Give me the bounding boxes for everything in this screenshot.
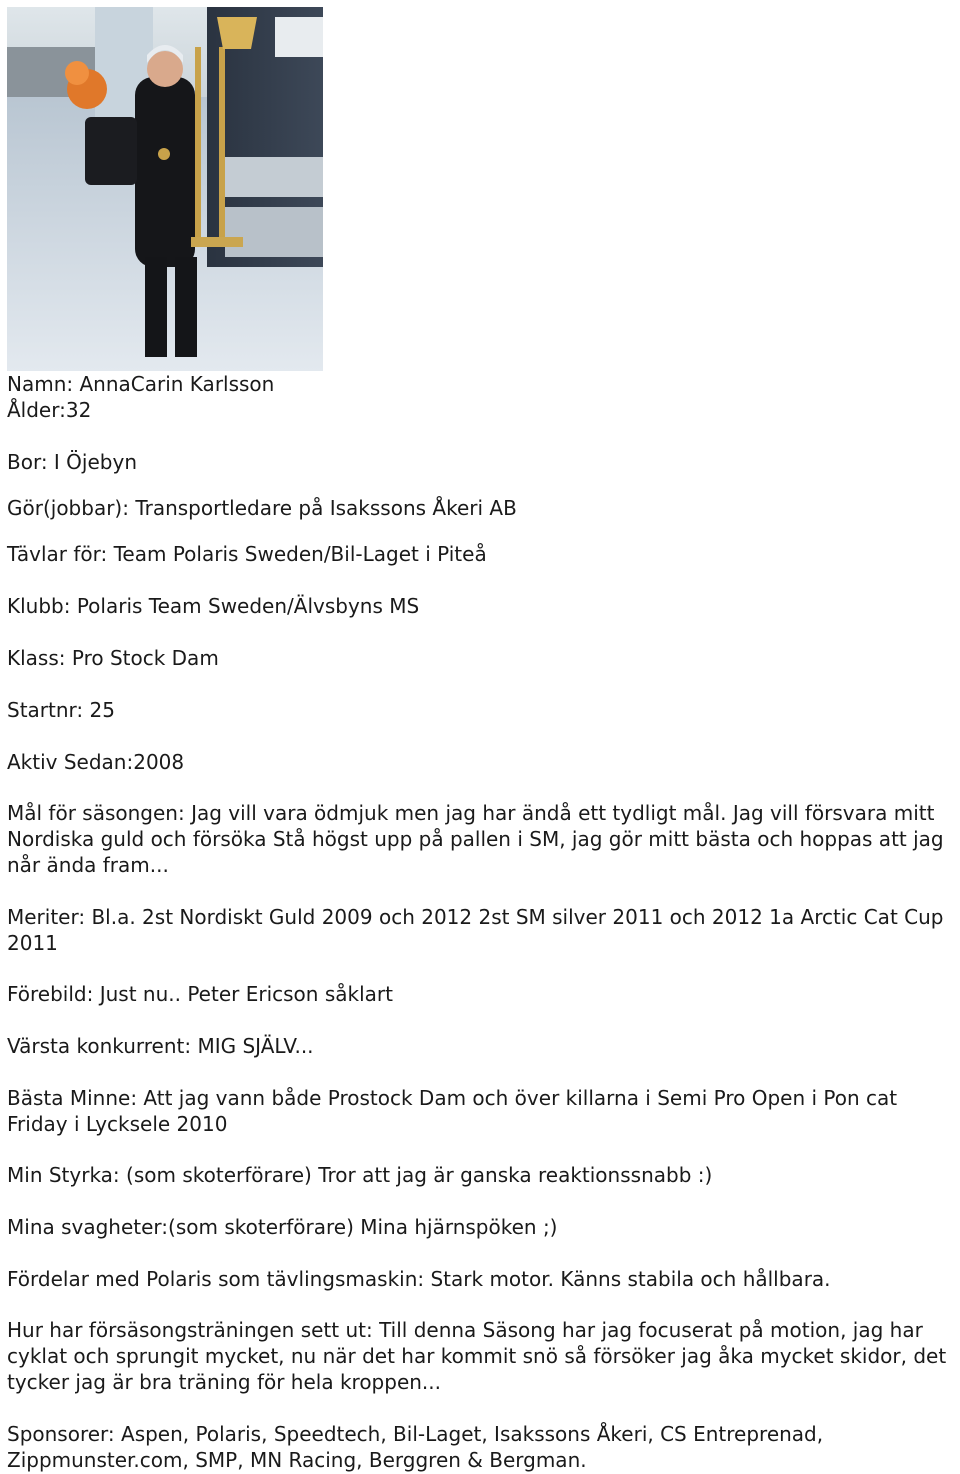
team-line: Tävlar för: Team Polaris Sweden/Bil-Laget i Piteå bbox=[7, 542, 487, 566]
season-goal-paragraph: Mål för säsongen: Jag vill vara ödmjuk men jag har ändå ett tydligt mål. Jag vill försvara mitt Nordiska guld och försöka Stå högst upp på pallen i SM, jag gör mitt bästa och hoppas att jag når ända fram... bbox=[7, 801, 944, 877]
club-line: Klubb: Polaris Team Sweden/Älvsbyns MS bbox=[7, 594, 420, 618]
occupation-line: Gör(jobbar): Transportledare på Isakssons Åkeri AB bbox=[7, 496, 517, 520]
active-since-line: Aktiv Sedan:2008 bbox=[7, 750, 185, 774]
advantages-line: Fördelar med Polaris som tävlingsmaskin: Stark motor. Känns stabila och hållbara. bbox=[7, 1267, 831, 1291]
name-line: Namn: AnnaCarin Karlsson bbox=[7, 372, 275, 396]
preseason-training-paragraph: Hur har försäsongsträningen sett ut: Till denna Säsong har jag focuserat på motion, jag har cyklat och sprungit mycket, nu när det har kommit snö så försöker jag åka mycket skidor, det tycker jag är bra träning för hela kroppen... bbox=[7, 1318, 947, 1394]
start-number-line: Startnr: 25 bbox=[7, 698, 115, 722]
residence-line: Bor: I Öjebyn bbox=[7, 450, 137, 474]
merits-paragraph: Meriter: Bl.a. 2st Nordiskt Guld 2009 och 2012 2st SM silver 2011 och 2012 1a Arctic Cat Cup 2011 bbox=[7, 905, 944, 955]
best-memory-paragraph: Bästa Minne: Att jag vann både Prostock Dam och över killarna i Semi Pro Open i Pon cat Friday i Lycksele 2010 bbox=[7, 1086, 898, 1136]
role-model-line: Förebild: Just nu.. Peter Ericson såklart bbox=[7, 982, 393, 1006]
worst-competitor-line: Värsta konkurrent: MIG SJÄLV... bbox=[7, 1034, 314, 1058]
profile-photo bbox=[7, 7, 323, 371]
class-line: Klass: Pro Stock Dam bbox=[7, 646, 219, 670]
strength-line: Min Styrka: (som skoterförare) Tror att jag är ganska reaktionssnabb :) bbox=[7, 1163, 713, 1187]
weaknesses-line: Mina svagheter:(som skoterförare) Mina hjärnspöken ;) bbox=[7, 1215, 558, 1239]
age-line: Ålder:32 bbox=[7, 398, 92, 422]
sponsors-paragraph: Sponsorer: Aspen, Polaris, Speedtech, Bil-Laget, Isakssons Åkeri, CS Entreprenad, Zippmunster.com, SMP, MN Racing, Berggren & Bergman. bbox=[7, 1422, 824, 1472]
